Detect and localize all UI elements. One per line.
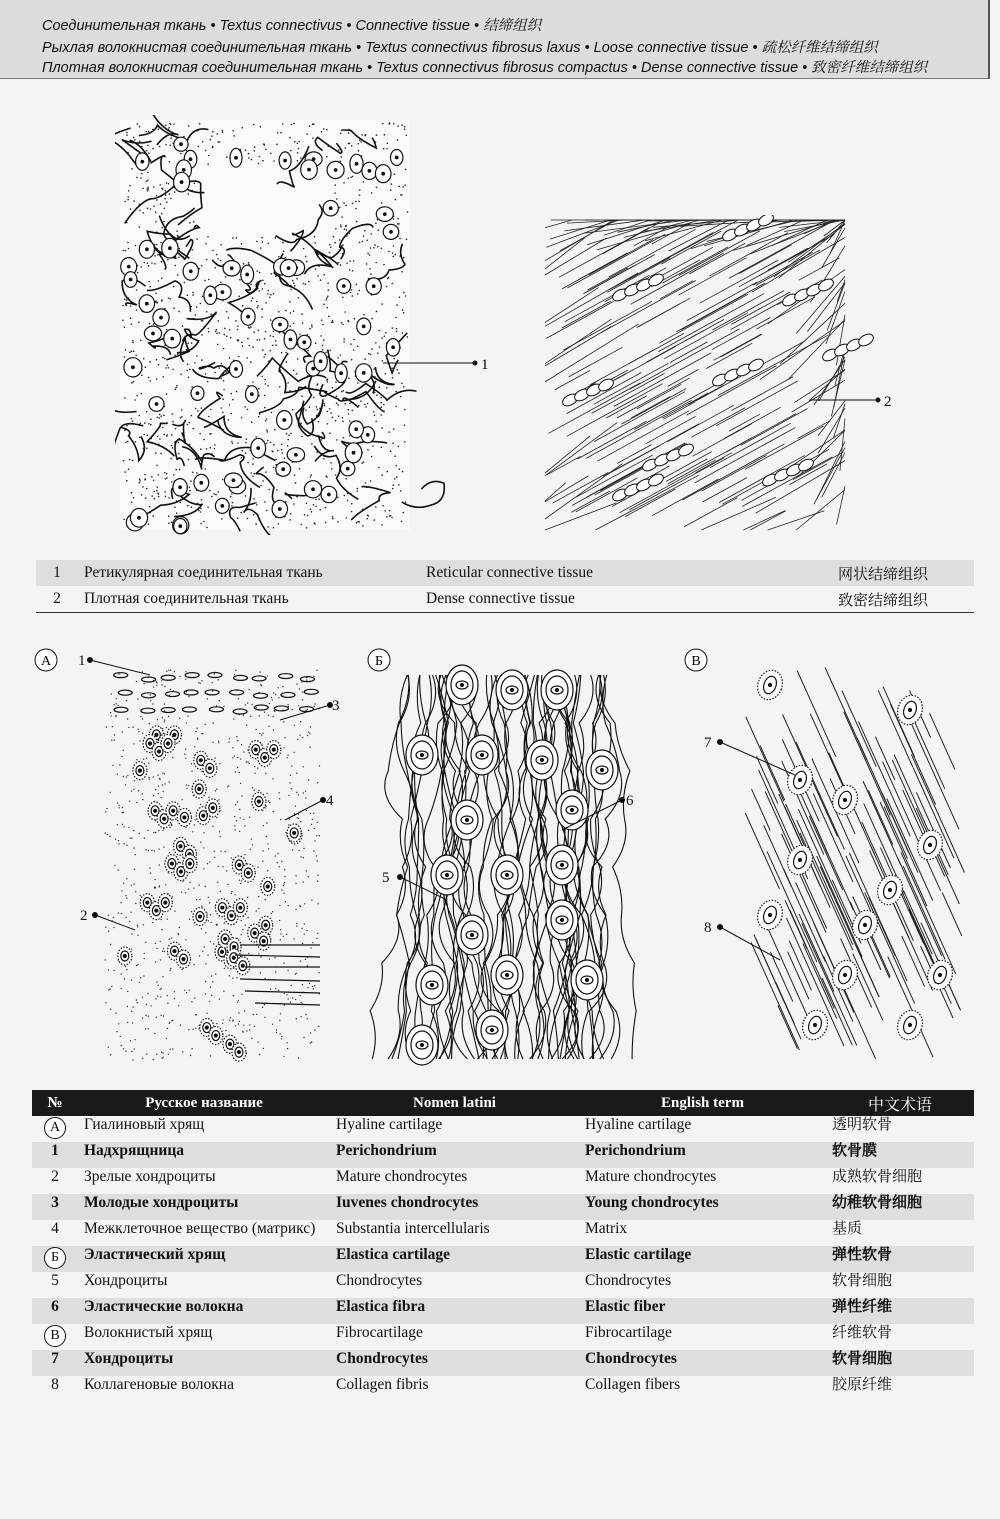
chinese-term: 胶原纤维: [832, 1375, 893, 1393]
row-number: 1: [32, 1142, 78, 1168]
chinese-term: 透明软骨: [832, 1115, 893, 1133]
column-header-latin: Nomen latini: [330, 1090, 579, 1116]
row-number: 2: [36, 586, 78, 613]
column-header-number: №: [32, 1090, 78, 1116]
latin-term: Hyaline cartilage: [336, 1116, 443, 1133]
russian-term: Гиалиновый хрящ: [84, 1116, 205, 1133]
english-term: Hyaline cartilage: [585, 1116, 692, 1133]
column-header-english: English term: [579, 1090, 826, 1116]
dense-tissue-illustration: [540, 215, 900, 535]
english-term: Mature chondrocytes: [585, 1168, 717, 1185]
reticular-tissue-illustration: [115, 115, 505, 535]
table-row: [32, 1350, 974, 1376]
chinese-term: 软骨细胞: [826, 1350, 974, 1376]
russian-term: Ретикулярная соединительная ткань: [78, 560, 420, 586]
latin-term: Perichondrium: [330, 1142, 579, 1168]
row-number: 8: [51, 1376, 59, 1393]
section-marker: Б: [44, 1247, 66, 1269]
english-term: Fibrocartilage: [585, 1324, 672, 1341]
latin-term: Fibrocartilage: [336, 1324, 423, 1341]
latin-term: Mature chondrocytes: [336, 1168, 468, 1185]
chinese-term: 弹性软骨: [826, 1246, 974, 1272]
english-term: Chondrocytes: [579, 1350, 826, 1376]
russian-term: Межклеточное вещество (матрикс): [84, 1220, 316, 1237]
row-number: 6: [32, 1298, 78, 1324]
header-line-connective-tissue: Соединительная ткань • Textus connectivus • Connective tissue • 结缔组织: [42, 18, 542, 34]
table-row: [32, 1298, 974, 1324]
cartilage-label-7: 7: [704, 735, 712, 751]
chinese-term: 纤维软骨: [832, 1323, 893, 1341]
english-term: Collagen fibers: [585, 1376, 681, 1393]
table-row: [32, 1194, 974, 1220]
latin-term: Chondrocytes: [330, 1350, 579, 1376]
cartilage-label-6: 6: [626, 793, 634, 809]
cartilage-label-8: 8: [704, 920, 712, 936]
russian-term: Эластический хрящ: [78, 1246, 330, 1272]
column-header-chinese: 中文术语: [826, 1090, 974, 1116]
row-number: [32, 1246, 78, 1272]
english-term: Matrix: [585, 1220, 628, 1237]
russian-term: Волокнистый хрящ: [84, 1324, 213, 1341]
row-number: 5: [51, 1272, 59, 1289]
chinese-term: 软骨细胞: [832, 1271, 893, 1289]
russian-term: Эластические волокна: [78, 1298, 330, 1324]
row-number: 4: [51, 1220, 59, 1237]
figure-label-1: 1: [481, 357, 489, 373]
russian-term: Плотная соединительная ткань: [78, 586, 420, 613]
panel-a-marker: A: [40, 654, 52, 669]
section-marker: A: [44, 1117, 66, 1139]
chinese-term: 幼稚软骨细胞: [826, 1194, 974, 1220]
table-row: [32, 1272, 974, 1298]
header-line-loose-tissue: Рыхлая волокнистая соединительная ткань • Textus connectivus fibrosus laxus • Loose connective tissue • 疏松纤维结缔组织: [42, 40, 878, 56]
fibrocartilage-illustration: [680, 645, 970, 1070]
table-row: [36, 586, 974, 613]
chinese-term: 成熟软骨细胞: [832, 1167, 923, 1185]
table-row: [32, 1116, 974, 1142]
latin-term: Collagen fibris: [336, 1376, 429, 1393]
cartilage-label-4: 4: [326, 793, 334, 809]
row-number: 2: [51, 1168, 59, 1185]
russian-term: Надхрящница: [78, 1142, 330, 1168]
table-row: [32, 1220, 974, 1246]
cartilage-table: [32, 1090, 974, 1402]
panel-b-marker: Б: [374, 654, 384, 669]
russian-term: Коллагеновые волокна: [84, 1376, 234, 1393]
table-row: [32, 1142, 974, 1168]
english-term: Perichondrium: [579, 1142, 826, 1168]
latin-term: Elastica fibra: [330, 1298, 579, 1324]
table-row: [32, 1324, 974, 1350]
chinese-term: 弹性纤维: [826, 1298, 974, 1324]
table-row: [32, 1246, 974, 1272]
section-marker: B: [44, 1325, 66, 1347]
elastic-cartilage-illustration: [362, 645, 662, 1070]
table-row: [36, 560, 974, 586]
connective-tissue-table: [36, 560, 974, 613]
english-term: Dense connective tissue: [420, 586, 832, 613]
panel-v-marker: B: [691, 654, 701, 669]
row-number: [32, 1116, 78, 1142]
english-term: Chondrocytes: [585, 1272, 672, 1289]
russian-term: Зрелые хондроциты: [84, 1168, 216, 1185]
cartilage-label-2: 2: [80, 908, 88, 924]
row-number: 1: [36, 560, 78, 586]
latin-term: Elastica cartilage: [330, 1246, 579, 1272]
latin-term: Substantia intercellularis: [336, 1220, 490, 1237]
chinese-term: 致密结缔组织: [832, 586, 974, 613]
latin-term: Chondrocytes: [336, 1272, 423, 1289]
table-row: [32, 1168, 974, 1194]
column-header-russian: Русское название: [78, 1090, 330, 1116]
figure-label-2: 2: [884, 394, 892, 410]
latin-term: Iuvenes chondrocytes: [330, 1194, 579, 1220]
chinese-term: 网状结缔组织: [832, 560, 974, 586]
cartilage-label-3: 3: [332, 698, 340, 714]
russian-term: Молодые хондроциты: [78, 1194, 330, 1220]
cartilage-label-5: 5: [382, 870, 390, 886]
row-number: 3: [32, 1194, 78, 1220]
russian-term: Хондроциты: [84, 1272, 168, 1289]
table-header-row: [32, 1090, 974, 1116]
english-term: Elastic cartilage: [579, 1246, 826, 1272]
hyaline-cartilage-illustration: [30, 645, 350, 1070]
english-term: Young chondrocytes: [579, 1194, 826, 1220]
english-term: Elastic fiber: [579, 1298, 826, 1324]
chinese-term: 软骨膜: [826, 1142, 974, 1168]
row-number: [32, 1324, 78, 1350]
header-line-dense-tissue: Плотная волокнистая соединительная ткань • Textus connectivus fibrosus compactus • Dense connective tissue • 致密纤维结缔组织: [42, 60, 928, 76]
russian-term: Хондроциты: [78, 1350, 330, 1376]
page-header: [0, 0, 990, 79]
english-term: Reticular connective tissue: [420, 560, 832, 586]
table-row: [32, 1376, 974, 1402]
chinese-term: 基质: [832, 1219, 863, 1237]
cartilage-label-1: 1: [78, 653, 86, 669]
row-number: 7: [32, 1350, 78, 1376]
